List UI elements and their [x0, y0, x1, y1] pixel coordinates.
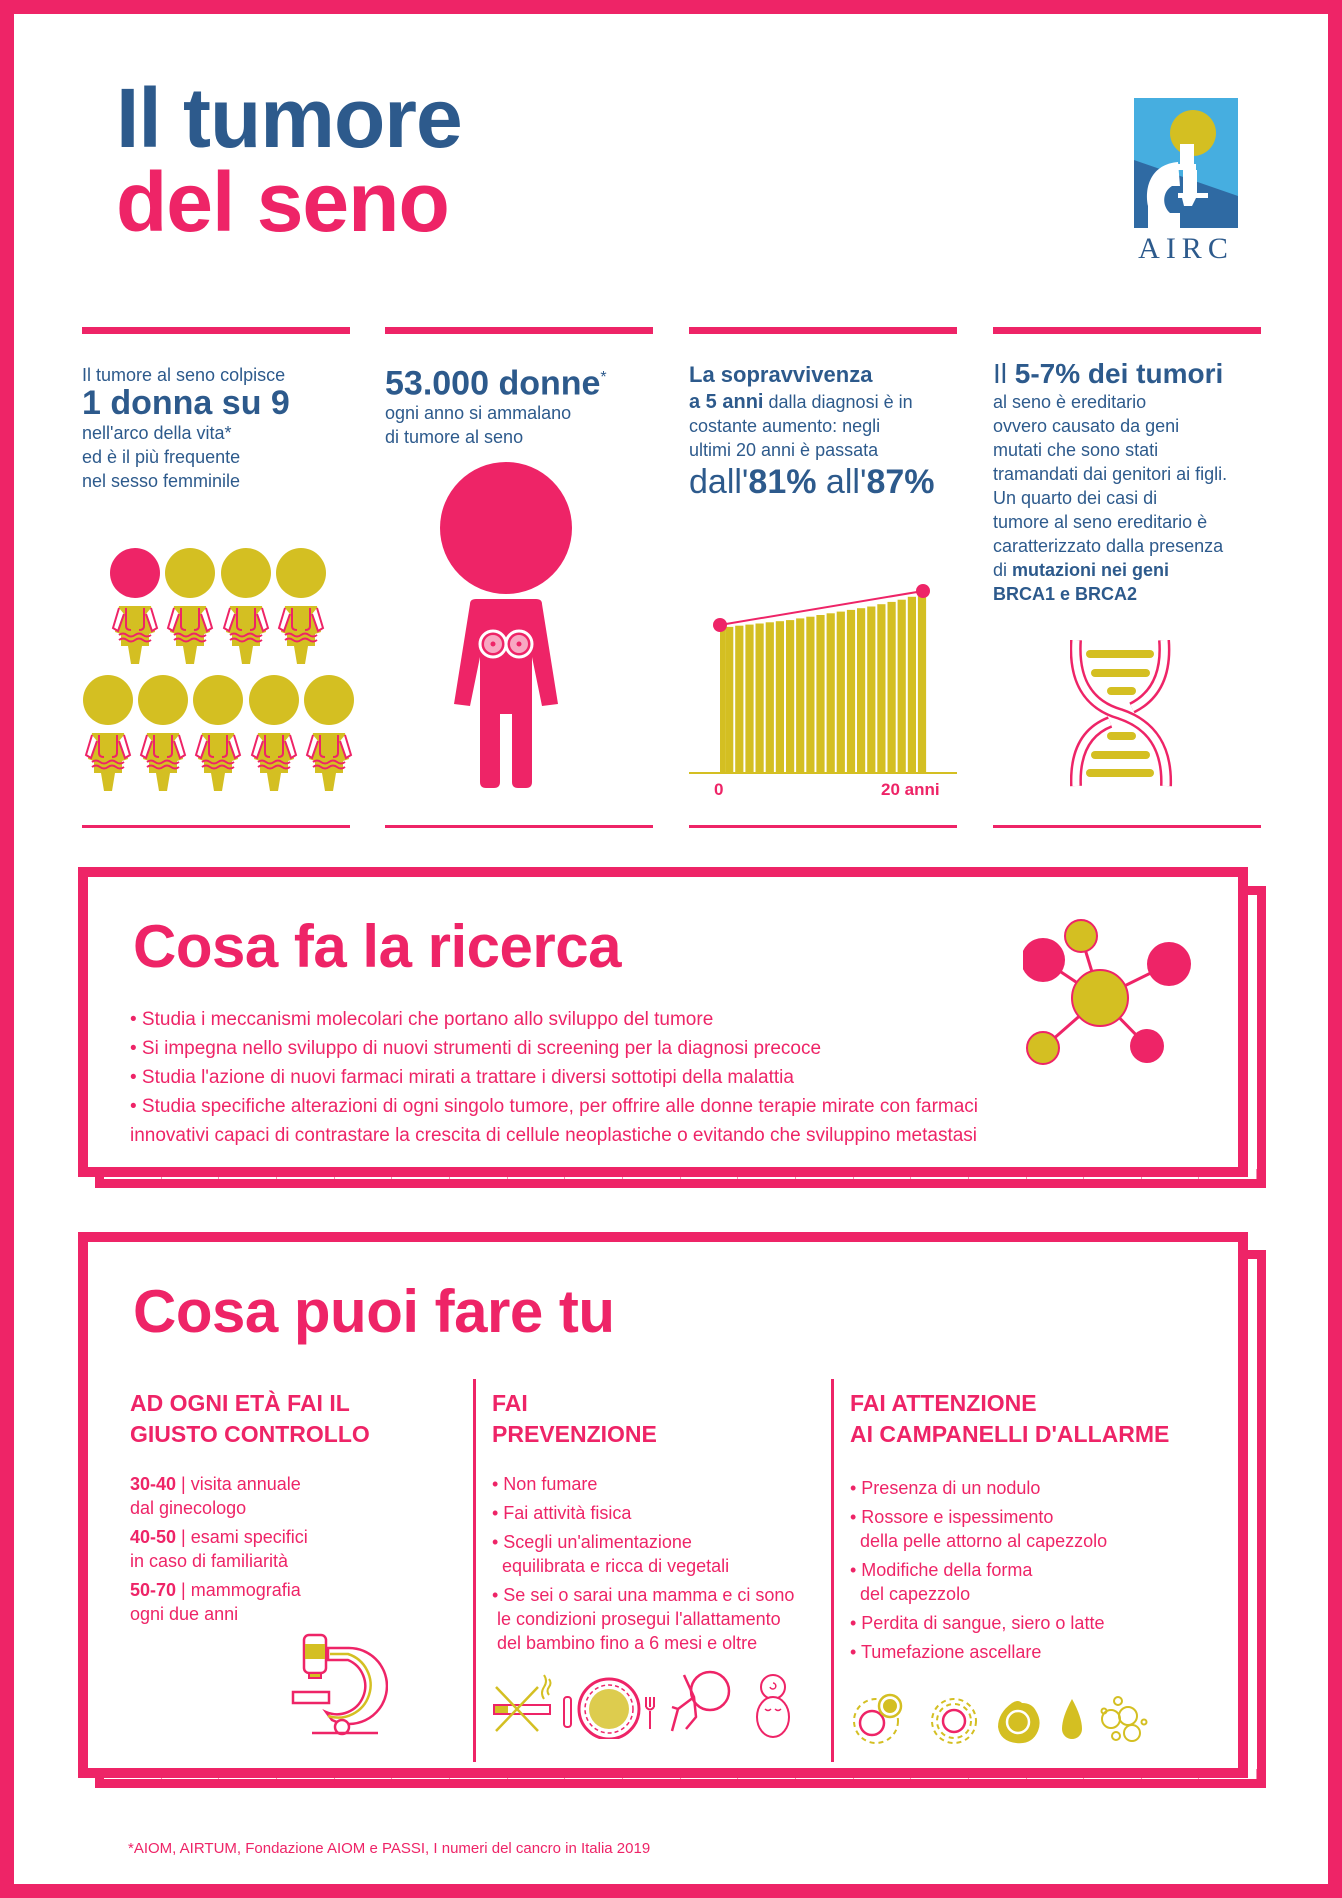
column-rule-bottom — [689, 825, 957, 828]
column-divider — [831, 1379, 834, 1762]
checkup-item-3: 50-70 | mammografia ogni due anni — [130, 1580, 301, 1624]
stat-4-line-9: BRCA1 e BRCA2 — [993, 584, 1138, 604]
research-bullet-4: • Studia specifiche alterazioni di ogni singolo tumore, per offrire alle donne terapie mirate con farmaci — [130, 1096, 979, 1117]
checkups-heading-2: GIUSTO CONTROLLO — [130, 1421, 370, 1447]
no-smoking-icon — [494, 1675, 551, 1731]
research-box — [78, 867, 1248, 1177]
microscope-icon — [288, 1630, 388, 1745]
column-rule-bottom — [993, 825, 1261, 828]
microscope-logo-icon — [1134, 98, 1238, 228]
warning-item-3: • Modifiche della forma del capezzolo — [850, 1560, 1033, 1604]
you-box — [78, 1232, 1248, 1778]
stat-1-line-2: ed è il più frequente — [82, 447, 241, 467]
swelling-icon — [1102, 1697, 1147, 1741]
woman-figure-icon — [440, 462, 580, 797]
warnings-heading-2: AI CAMPANELLI D'ALLARME — [850, 1421, 1170, 1447]
women-pictogram — [82, 548, 362, 803]
research-title: Cosa fa la ricerca — [133, 913, 621, 980]
stat-col-2 — [385, 327, 653, 449]
stat-3-line-0: a 5 anni dalla diagnosi è in — [689, 391, 913, 413]
stat-1-line-3: nel sesso femminile — [82, 471, 241, 491]
checkup-item-2: 40-50 | esami specifici in caso di familiarità — [130, 1527, 308, 1571]
warning-icons — [850, 1689, 1170, 1754]
stat-2-line-2: di tumore al seno — [385, 427, 524, 448]
prevention-heading-1: FAI — [492, 1390, 528, 1416]
you-col-checkups — [130, 1388, 430, 1631]
stat-4-line-5: Un quarto dei casi di — [993, 488, 1158, 508]
prevention-item-1: • Non fumare — [492, 1474, 598, 1494]
stat-col-3 — [689, 327, 957, 502]
nodule-icon — [854, 1695, 901, 1743]
title-line-1: Il tumore — [116, 71, 462, 165]
prevention-icons — [488, 1669, 818, 1744]
redness-icon — [932, 1699, 976, 1743]
molecule-icon — [1023, 916, 1198, 1076]
warning-item-4: • Perdita di sangue, siero o latte — [850, 1613, 1105, 1633]
column-rule — [82, 327, 350, 334]
warnings-heading-1: FAI ATTENZIONE — [850, 1390, 1037, 1416]
research-bullet-1: • Studia i meccanismi molecolari che portano allo sviluppo del tumore — [130, 1009, 714, 1030]
stat-3-line-1: costante aumento: negli — [689, 416, 881, 436]
stat-4-line-2: ovvero causato da geni — [993, 416, 1180, 436]
column-rule — [993, 327, 1261, 334]
stat-2-highlight: 53.000 donne* — [385, 364, 607, 403]
stat-col-1 — [82, 327, 350, 493]
baby-icon — [757, 1675, 789, 1737]
prevention-item-3: • Scegli un'alimentazione equilibrata e ricca di vegetali — [492, 1532, 730, 1576]
column-divider — [473, 1379, 476, 1762]
stat-2-line-1: ogni anno si ammalano — [385, 403, 572, 424]
stat-4-line-4: tramandati dai genitori ai figli. — [993, 464, 1228, 484]
stat-4-line-7: caratterizzato dalla presenza — [993, 536, 1224, 556]
airc-logo — [1134, 98, 1238, 266]
stat-4-line-8: di mutazioni nei geni — [993, 560, 1170, 580]
column-rule — [689, 327, 957, 334]
research-bullet-3: • Studia l'azione di nuovi farmaci mirati a trattare i diversi sottotipi della malattia — [130, 1067, 794, 1088]
title-line-2: del seno — [116, 155, 449, 249]
exercise-icon — [672, 1672, 729, 1731]
drop-icon — [1062, 1699, 1082, 1739]
stat-3-head: La sopravvivenza — [689, 362, 873, 387]
prevention-heading-2: PREVENZIONE — [492, 1421, 657, 1447]
checkup-item-1: 30-40 | visita annuale dal ginecologo — [130, 1474, 301, 1518]
column-rule-bottom — [82, 825, 350, 828]
warning-item-1: • Presenza di un nodulo — [850, 1478, 1041, 1498]
you-title: Cosa puoi fare tu — [133, 1278, 615, 1345]
stat-4-line-6: tumore al seno ereditario è — [993, 512, 1208, 532]
stat-3-line-2: ultimi 20 anni è passata — [689, 440, 879, 460]
footnote: *AIOM, AIRTUM, Fondazione AIOM e PASSI, I numeri del cancro in Italia 2019 — [128, 1840, 651, 1857]
prevention-item-2: • Fai attività fisica — [492, 1503, 632, 1523]
chart-x-end-label: 20 anni — [881, 780, 940, 799]
plate-icon — [564, 1679, 654, 1739]
stat-4-line-3: mutati che sono stati — [993, 440, 1159, 460]
research-bullet-2: • Si impegna nello sviluppo di nuovi strumenti di screening per la diagnosi precoce — [130, 1038, 822, 1059]
chart-x-start-label: 0 — [714, 780, 724, 799]
dna-icon — [1070, 640, 1180, 795]
prevention-item-4: • Se sei o sarai una mamma e ci sono le condizioni prosegui l'allattamento del bambino fino a 6 mesi e oltre — [492, 1585, 795, 1653]
column-rule — [385, 327, 653, 334]
you-col-warnings — [850, 1388, 1230, 1669]
checkups-heading-1: AD OGNI ETÀ FAI IL — [130, 1390, 350, 1416]
stat-1-intro: Il tumore al seno colpisce — [82, 365, 286, 385]
column-rule-bottom — [385, 825, 653, 828]
stat-col-4 — [993, 327, 1261, 606]
stat-1-line-1: nell'arco della vita* — [82, 423, 232, 443]
you-col-prevention — [492, 1388, 822, 1660]
shape-change-icon — [998, 1701, 1040, 1743]
survival-chart — [689, 580, 959, 805]
logo-text: AIRC — [1138, 232, 1234, 265]
stat-3-change: dall'81% all'87% — [689, 463, 935, 501]
warning-item-2: • Rossore e ispessimento della pelle attorno al capezzolo — [850, 1507, 1108, 1551]
research-bullet-4-cont: innovativi capaci di contrastare la crescita di cellule neoplastiche o evitando che sviluppino metastasi — [130, 1125, 978, 1146]
stat-1-highlight: 1 donna su 9 — [82, 384, 290, 422]
research-bullets — [130, 1005, 978, 1150]
stat-4-highlight: Il 5-7% dei tumori — [993, 358, 1224, 389]
stat-4-line-1: al seno è ereditario — [993, 392, 1147, 412]
warning-item-5: • Tumefazione ascellare — [850, 1642, 1042, 1662]
